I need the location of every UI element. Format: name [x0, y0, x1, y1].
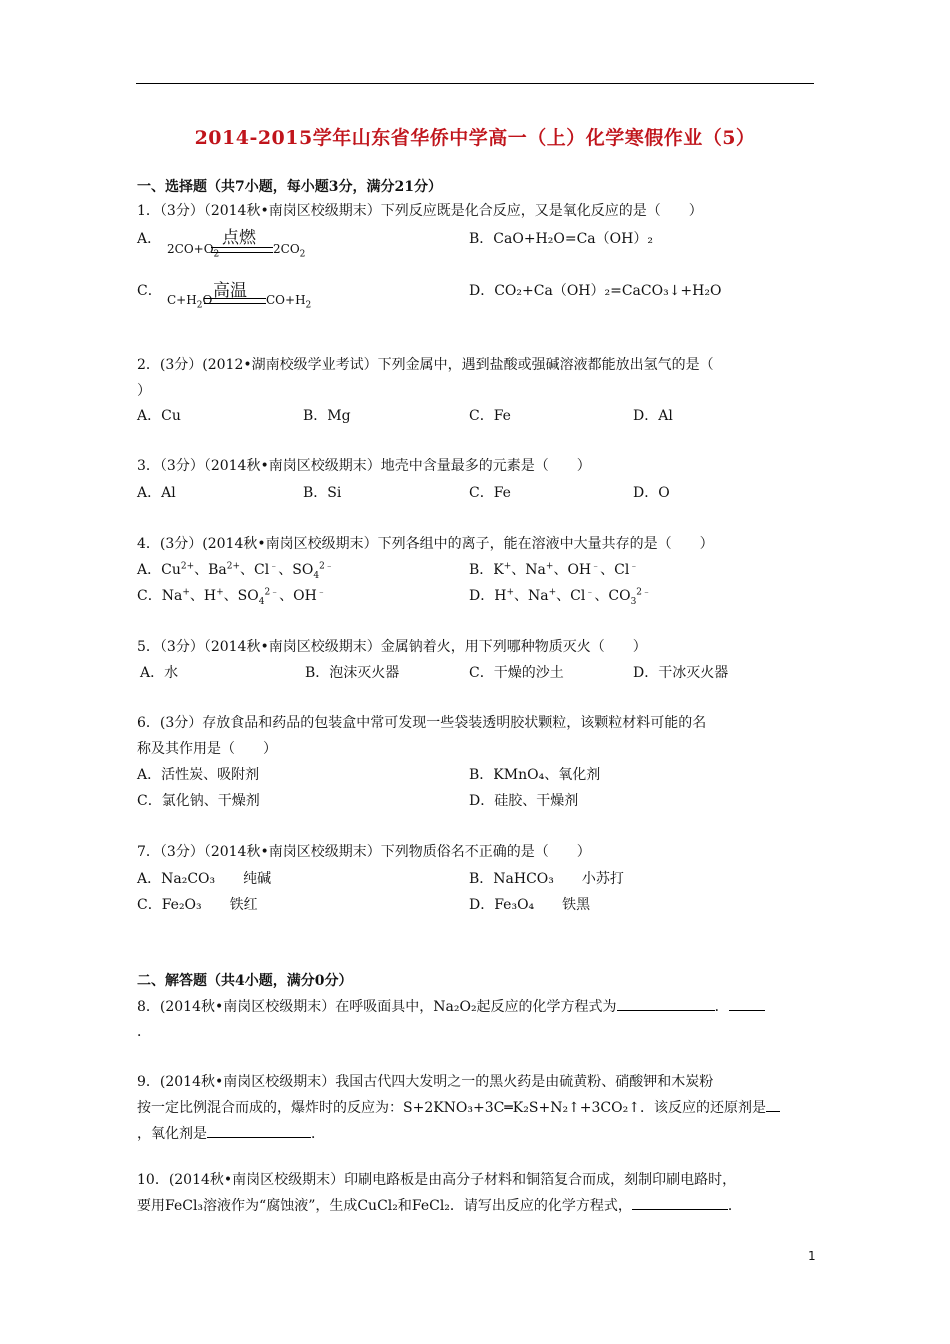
question-6-stem-line2: 称及其作用是（ ） — [137, 741, 277, 757]
question-9-oxidant-prompt: ，氧化剂是 — [137, 1126, 207, 1142]
question-6-option-a: A．活性炭、吸附剂 — [137, 767, 260, 783]
question-4-option-b: B．K+、Na+、OH﹣、Cl﹣ — [469, 561, 639, 578]
question-3-option-a: A．Al — [137, 485, 176, 501]
section-heading-answer: 二、解答题（共4小题，满分0分） — [137, 973, 353, 989]
question-1-option-c-reactants: $C+H_2O$ — [167, 293, 213, 311]
question-1-stem: 1．（3分）（2014秋•南岗区校级期末）下列反应既是化合反应，又是氧化反应的是（ ） — [137, 203, 703, 219]
answer-blank[interactable] — [632, 1209, 728, 1210]
question-9-line1: 9．(2014秋•南岗区校级期末）我国古代四大发明之一的黑火药是由硫黄粉、硝酸钾和木炭粉 — [137, 1074, 714, 1090]
question-1-option-d: D．CO₂+Ca（OH）₂=CaCO₃↓+H₂O — [469, 283, 722, 299]
section-heading-choice: 一、选择题（共7小题，每小题3分，满分21分） — [137, 179, 442, 195]
question-8-separator: ． — [714, 999, 729, 1015]
question-8-stem: 8．(2014秋•南岗区校级期末）在呼吸面具中，Na₂O₂起反应的化学方程式为 — [137, 999, 617, 1015]
question-6-option-b: B．KMnO₄、氧化剂 — [469, 767, 601, 783]
question-1-option-a-reactants: $2CO+O_2$ — [167, 242, 220, 260]
question-2-option-a: A．Cu — [137, 408, 181, 424]
question-1-option-c-condition: 高温 — [213, 281, 247, 301]
question-2-option-d: D．Al — [633, 408, 673, 424]
question-2-stem-line1: 2．(3分）(2012•湖南校级学业考试）下列金属中，遇到盐酸或强碱溶液都能放出氢气的是（ — [137, 357, 714, 373]
question-1-option-c-equals — [204, 298, 266, 304]
question-3-option-d: D．O — [633, 485, 670, 501]
page-number: 1 — [808, 1249, 816, 1263]
question-9-reaction-text: 按一定比例混合而成的，爆炸时的反应为：S+2KNO₃+3C═K₂S+N₂↑+3CO₂↑．该反应的还原剂是 — [137, 1100, 766, 1116]
question-9-line2 — [137, 1099, 780, 1117]
question-2-option-c: C．Fe — [469, 408, 511, 424]
question-1-option-b: B．CaO+H₂O=Ca（OH）₂ — [469, 231, 653, 247]
question-3-option-b: B．Si — [303, 485, 342, 501]
question-1-option-a-product: $2CO_2$ — [273, 242, 306, 260]
question-1-option-c-label: C． — [137, 283, 162, 299]
question-4-option-c: C．Na+、H+、$SO_4^{2﹣}$、OH﹣ — [137, 587, 326, 607]
question-8-line2: ． — [137, 1024, 151, 1040]
question-5-stem: 5．（3分）（2014秋•南岗区校级期末）金属钠着火，用下列哪种物质灭火（ ） — [137, 639, 647, 655]
question-1-option-c-product: $CO+H_2$ — [266, 293, 312, 311]
question-3-stem: 3．（3分）（2014秋•南岗区校级期末）地壳中含量最多的元素是（ ） — [137, 458, 591, 474]
question-1-option-a-label: A． — [137, 231, 162, 247]
question-6-option-c: C．氯化钠、干燥剂 — [137, 793, 260, 809]
question-10-line2 — [137, 1197, 742, 1215]
header-rule — [136, 83, 814, 84]
question-9-end: ． — [311, 1126, 325, 1142]
question-7-option-b: B．NaHCO₃ 小苏打 — [469, 871, 624, 887]
answer-blank[interactable] — [729, 1010, 765, 1011]
document-title: 2014-2015学年山东省华侨中学高一（上）化学寒假作业（5） — [194, 127, 756, 149]
question-7-option-a: A．Na₂CO₃ 纯碱 — [137, 871, 272, 887]
question-9-line3 — [137, 1125, 325, 1143]
question-7-stem: 7．（3分）（2014秋•南岗区校级期末）下列物质俗名不正确的是（ ） — [137, 844, 591, 860]
question-1-option-a-condition: 点燃 — [222, 228, 256, 248]
question-10-line1: 10．(2014秋•南岗区校级期末）印刷电路板是由高分子材料和铜箔复合而成，刻制印刷电路时， — [137, 1172, 737, 1188]
question-5-option-c: C．干燥的沙土 — [469, 665, 564, 681]
answer-blank[interactable] — [617, 1010, 715, 1011]
question-5-option-a: A．水 — [140, 665, 179, 681]
question-2-stem-line2: ） — [137, 383, 151, 399]
question-3-option-c: C．Fe — [469, 485, 511, 501]
answer-blank[interactable] — [207, 1137, 311, 1138]
question-4-stem: 4．(3分）(2014秋•南岗区校级期末）下列各组中的离子，能在溶液中大量共存的是（ ） — [137, 536, 714, 552]
question-10-prompt: 要用FeCl₃溶液作为“腐蚀液”，生成CuCl₂和FeCl₂．请写出反应的化学方程式， — [137, 1198, 632, 1214]
question-4-option-d: D．H+、Na+、Cl﹣、$CO_3^{2﹣}$ — [469, 587, 652, 607]
question-4-option-a: A．$Cu^{2+}$、$Ba^{2+}$、Cl﹣、$SO_4^{2﹣}$ — [137, 561, 334, 581]
question-8-line1 — [137, 998, 765, 1016]
question-5-option-b: B．泡沫灭火器 — [305, 665, 400, 681]
question-6-option-d: D．硅胶、干燥剂 — [469, 793, 579, 809]
question-7-option-c: C．Fe₂O₃ 铁红 — [137, 897, 258, 913]
question-2-option-b: B．Mg — [303, 408, 351, 424]
question-10-end: ． — [727, 1198, 742, 1214]
question-1-option-a-equals — [211, 247, 273, 253]
answer-blank[interactable] — [766, 1111, 780, 1112]
question-5-option-d: D．干冰灭火器 — [633, 665, 729, 681]
question-7-option-d: D．Fe₃O₄ 铁黑 — [469, 897, 591, 913]
question-6-stem-line1: 6．(3分）存放食品和药品的包装盒中常可发现一些袋装透明胶状颗粒，该颗粒材料可能的名 — [137, 715, 707, 731]
